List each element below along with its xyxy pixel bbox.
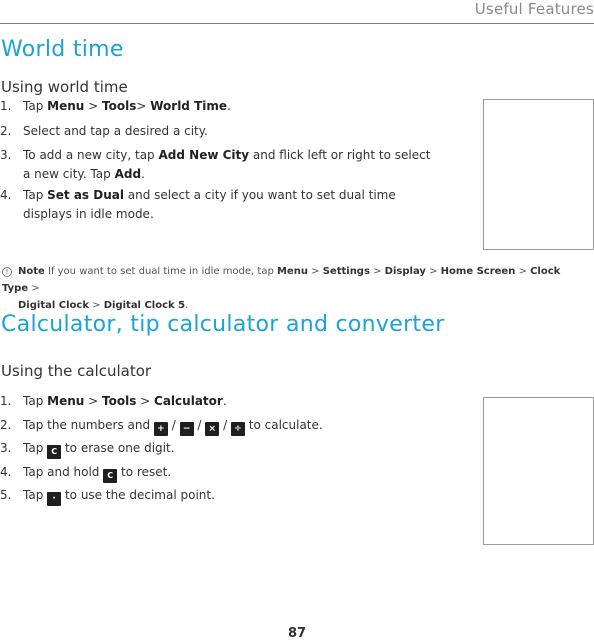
calculator-heading: Calculator, tip calculator and converter <box>1 312 445 337</box>
world-time-note: ! Note If you want to set dual time in idle mode, tap Menu > Settings > Display > Home Screen > Clock Type > Digital Clock > Digital Clock 5. <box>2 266 561 311</box>
minus-key-icon: − <box>180 422 194 436</box>
world-time-heading: World time <box>1 37 124 62</box>
calculator-screenshot-placeholder <box>483 397 594 545</box>
clear-key-icon: C <box>103 469 117 483</box>
header-divider <box>0 23 594 24</box>
info-icon: ! <box>2 267 12 277</box>
page-number: 87 <box>288 626 307 640</box>
using-calculator-subheading: Using the calculator <box>1 362 152 380</box>
decimal-key-icon: · <box>47 492 61 506</box>
section-header: Useful Features <box>474 0 594 18</box>
multiply-key-icon: × <box>205 422 219 436</box>
divide-key-icon: ÷ <box>231 422 245 436</box>
clear-key-icon: C <box>47 445 61 459</box>
using-world-time-subheading: Using world time <box>1 78 128 96</box>
world-time-screenshot-placeholder <box>483 99 594 250</box>
plus-key-icon: + <box>154 422 168 436</box>
